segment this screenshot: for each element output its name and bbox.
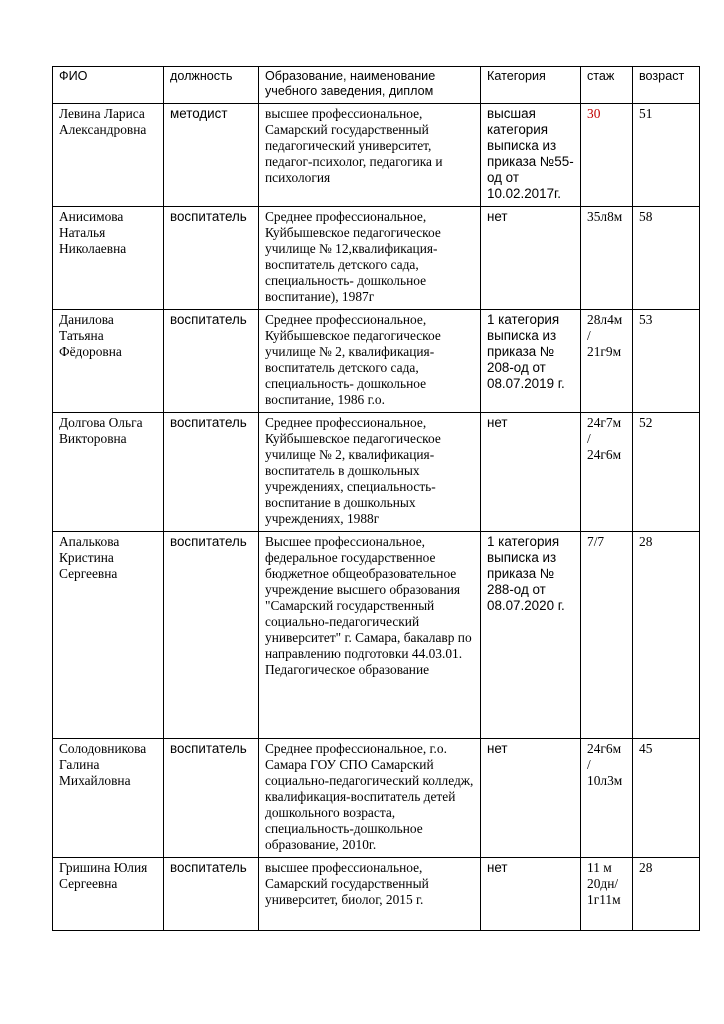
cell-experience: 24г7м / 24г6м [581, 413, 633, 532]
cell-category: нет [481, 207, 581, 310]
cell-education: Среднее профессиональное, Куйбышевское педагогическое училище № 12,квалификация-воспитатель детского сада, специальность- дошкольное воспитание), 1987г [259, 207, 481, 310]
cell-age: 52 [633, 413, 700, 532]
cell-position: воспитатель [164, 532, 259, 739]
cell-category: 1 категория выписка из приказа № 208-од от 08.07.2019 г. [481, 310, 581, 413]
cell-education: высшее профессиональное, Самарский государственный университет, биолог, 2015 г. [259, 858, 481, 931]
cell-position: воспитатель [164, 413, 259, 532]
header-category: Категория [481, 67, 581, 104]
cell-category: нет [481, 739, 581, 858]
header-name: ФИО [53, 67, 164, 104]
table-row [53, 858, 700, 931]
cell-experience: 28л4м / 21г9м [581, 310, 633, 413]
header-education: Образование, наименование учебного заведения, диплом [259, 67, 481, 104]
cell-education: Среднее профессиональное, Куйбышевское педагогическое училище № 2, квалификация-воспитатель в дошкольных учреждениях, специальность-воспитание в дошкольных учреждениях, 1988г [259, 413, 481, 532]
cell-education: высшее профессиональное, Самарский государственный педагогический университет, педагог-психолог, педагогика и психология [259, 104, 481, 207]
cell-age: 58 [633, 207, 700, 310]
cell-category: нет [481, 413, 581, 532]
header-experience: стаж [581, 67, 633, 104]
staff-table [52, 66, 700, 931]
header-position: должность [164, 67, 259, 104]
cell-experience: 35л8м [581, 207, 633, 310]
cell-age: 51 [633, 104, 700, 207]
cell-name: Солодовникова Галина Михайловна [53, 739, 164, 858]
cell-experience: 24г6м / 10л3м [581, 739, 633, 858]
cell-category: 1 категория выписка из приказа № 288-од от 08.07.2020 г. [481, 532, 581, 739]
cell-experience: 11 м 20дн/ 1г11м [581, 858, 633, 931]
table-row [53, 207, 700, 310]
table-row [53, 413, 700, 532]
cell-age: 28 [633, 858, 700, 931]
table-row [53, 532, 700, 739]
cell-education: Среднее профессиональное, Куйбышевское педагогическое училище № 2, квалификация-воспитатель детского сада, специальность- дошкольное воспитание, 1986 г.о. [259, 310, 481, 413]
cell-name: Данилова Татьяна Фёдоровна [53, 310, 164, 413]
cell-position: воспитатель [164, 207, 259, 310]
cell-position: воспитатель [164, 858, 259, 931]
cell-name: Левина Лариса Александровна [53, 104, 164, 207]
cell-age: 53 [633, 310, 700, 413]
cell-education: Среднее профессиональное, г.о. Самара ГОУ СПО Самарский социально-педагогический колледж, квалификация-воспитатель детей дошкольного возраста, специальность-дошкольное образование, 2010г. [259, 739, 481, 858]
table-row [53, 310, 700, 413]
cell-name: Долгова Ольга Викторовна [53, 413, 164, 532]
cell-position: воспитатель [164, 739, 259, 858]
cell-name: Апалькова Кристина Сергеевна [53, 532, 164, 739]
cell-position: методист [164, 104, 259, 207]
cell-experience: 7/7 [581, 532, 633, 739]
header-age: возраст [633, 67, 700, 104]
cell-name: Анисимова Наталья Николаевна [53, 207, 164, 310]
table-header-row [53, 67, 700, 104]
cell-experience: 30 [581, 104, 633, 207]
cell-name: Гришина Юлия Сергеевна [53, 858, 164, 931]
table-body [53, 104, 700, 931]
cell-category: нет [481, 858, 581, 931]
cell-position: воспитатель [164, 310, 259, 413]
cell-age: 28 [633, 532, 700, 739]
cell-age: 45 [633, 739, 700, 858]
table-row [53, 739, 700, 858]
cell-category: высшая категория выписка из приказа №55-од от 10.02.2017г. [481, 104, 581, 207]
table-row [53, 104, 700, 207]
cell-education: Высшее профессиональное, федеральное государственное бюджетное общеобразовательное учреждение высшего образования "Самарский государственный социально-педагогический университет" г. Самара, бакалавр по направлению подготовки 44.03.01. Педагогическое образование [259, 532, 481, 739]
